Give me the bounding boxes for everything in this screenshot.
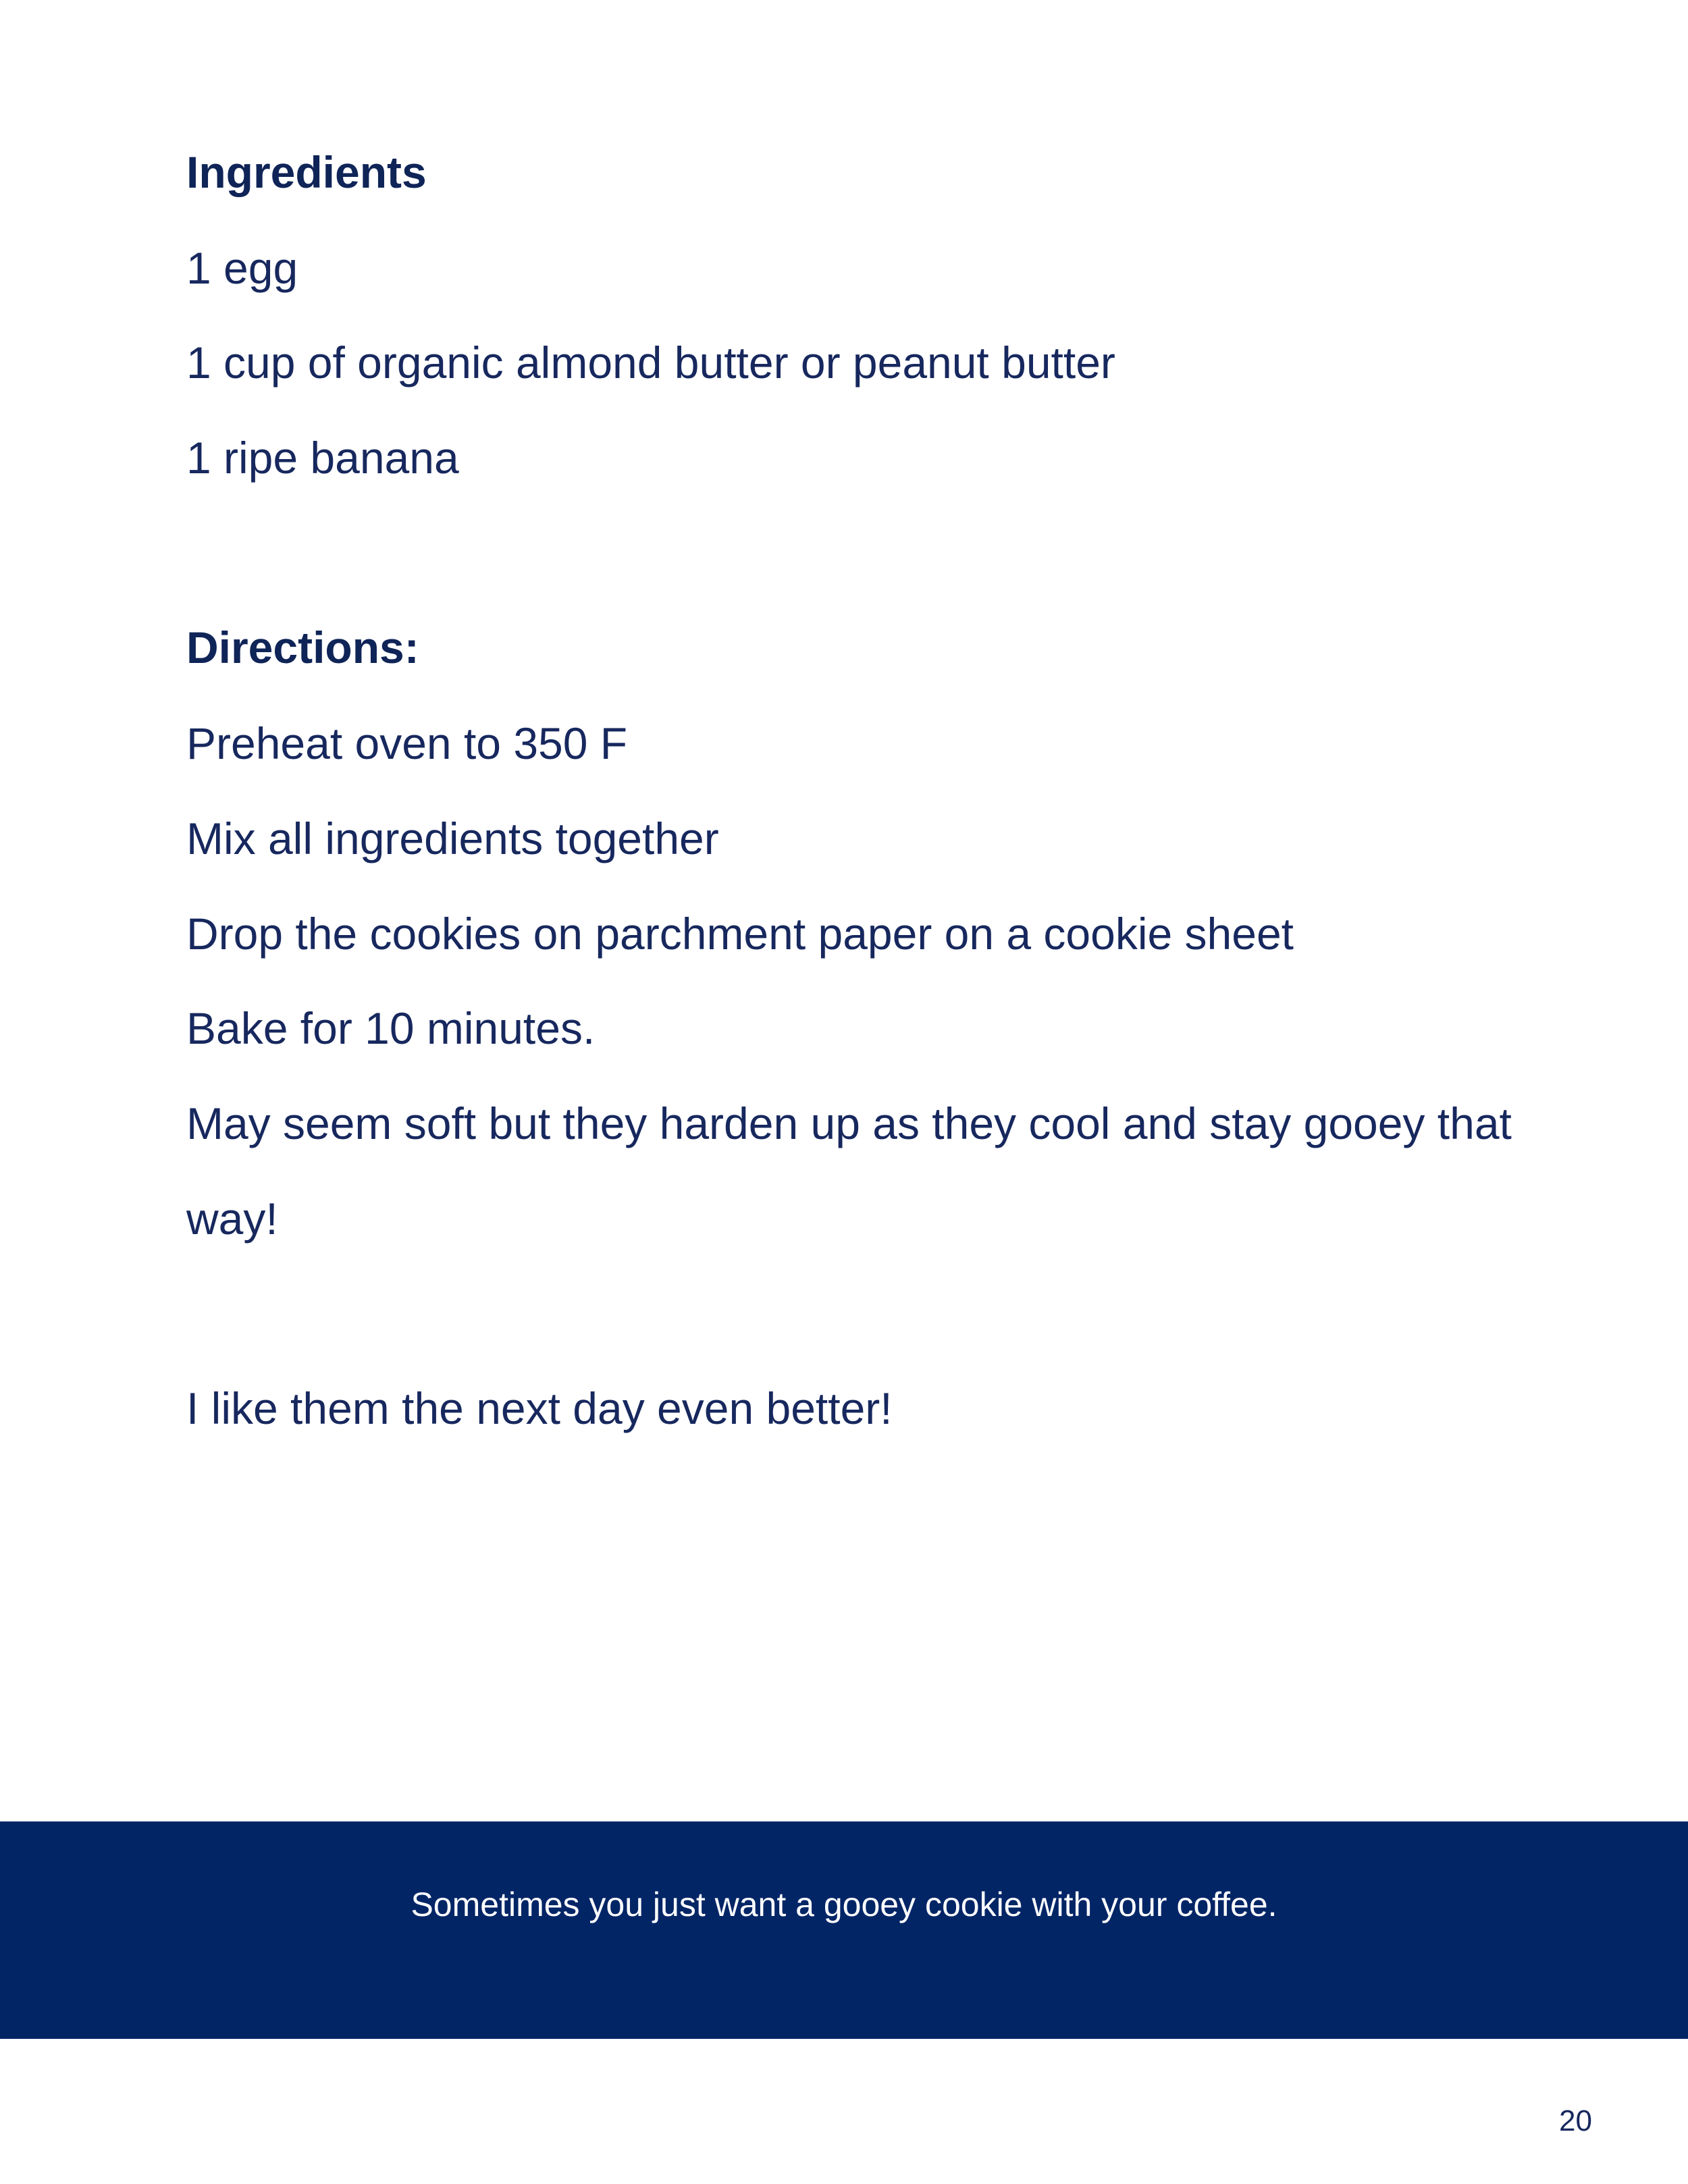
direction-step: May seem soft but they harden up as they cool and stay gooey that xyxy=(186,1098,1512,1148)
ingredient-item: 1 egg xyxy=(186,243,298,293)
ingredient-item: 1 cup of organic almond butter or peanut butter xyxy=(186,338,1115,388)
banner-quote: Sometimes you just want a gooey cookie with your coffee. xyxy=(411,1886,1277,1923)
direction-step: Drop the cookies on parchment paper on a cookie sheet xyxy=(186,909,1294,959)
page-number: 20 xyxy=(1559,2104,1592,2137)
directions-heading: Directions: xyxy=(186,622,419,672)
direction-step: Bake for 10 minutes. xyxy=(186,1003,596,1053)
closing-note: I like them the next day even better! xyxy=(186,1383,893,1433)
direction-step: Preheat oven to 350 F xyxy=(186,718,628,768)
direction-step: way! xyxy=(186,1194,278,1244)
ingredients-heading: Ingredients xyxy=(186,147,427,197)
ingredient-item: 1 ripe banana xyxy=(186,433,459,483)
quote-banner xyxy=(0,1821,1688,2039)
direction-step: Mix all ingredients together xyxy=(186,814,719,863)
